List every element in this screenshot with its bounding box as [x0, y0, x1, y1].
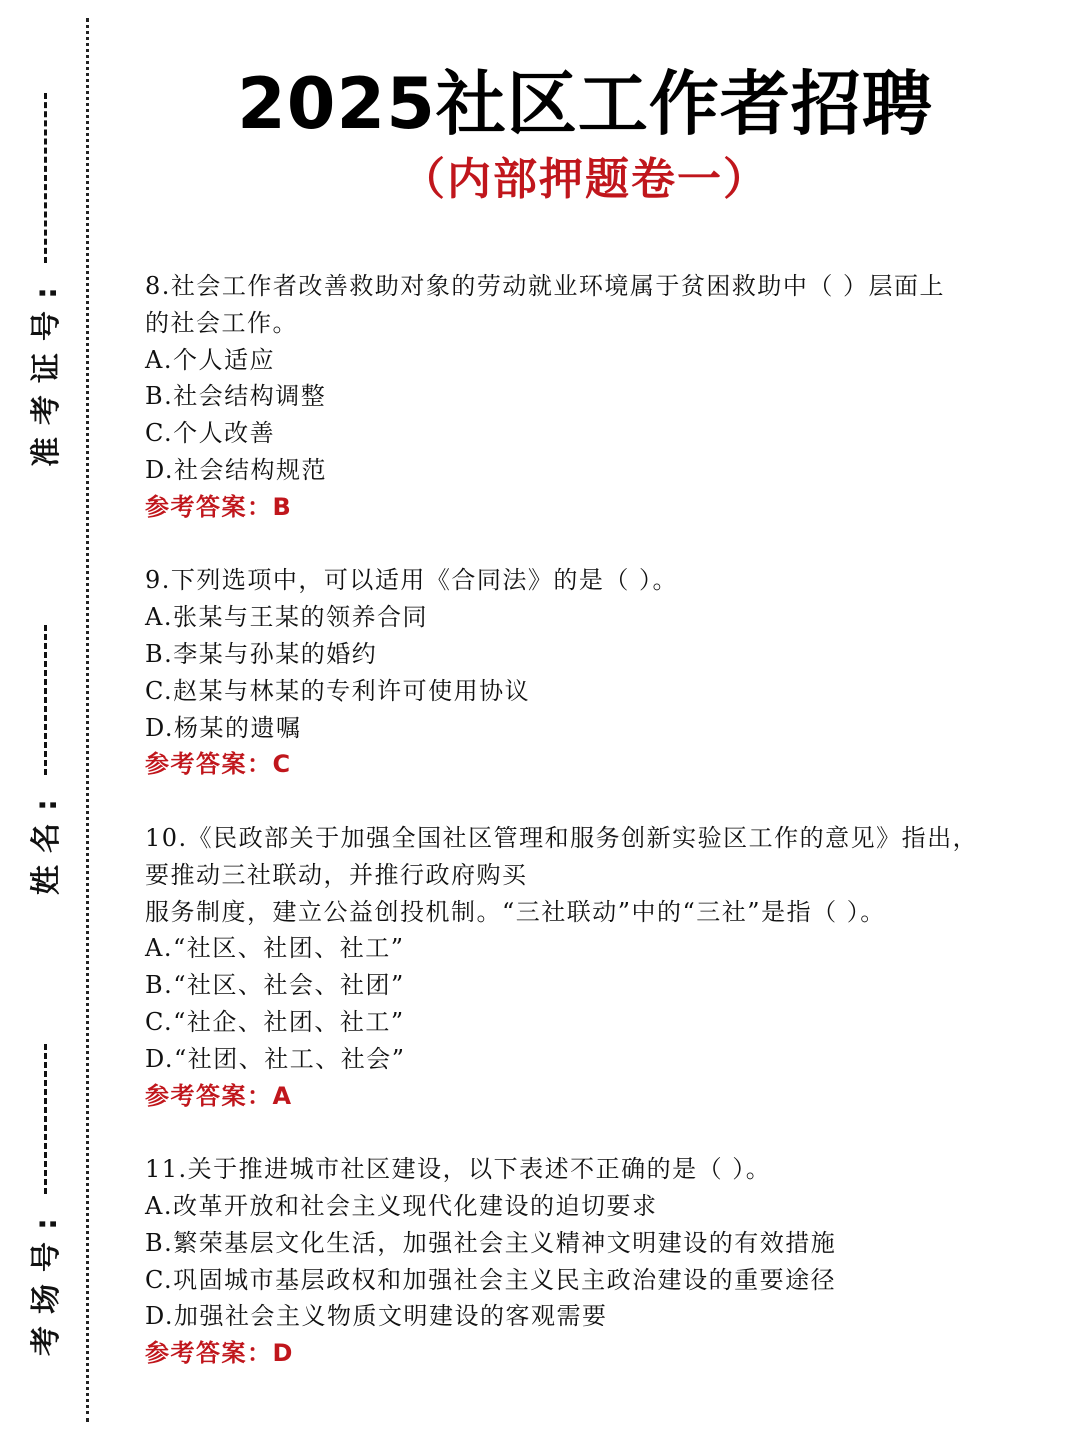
side-info-fields	[0, 0, 86, 1440]
option-c: C.巩固城市基层政权和加强社会主义民主政治建设的重要途径	[145, 1265, 837, 1294]
question-stem-line: 9.下列选项中，可以适用《合同法》的是（ ）。	[145, 566, 679, 595]
option-a: A.张某与王某的领养合同	[145, 603, 428, 632]
name-label: 姓名:	[29, 787, 64, 895]
question-list	[145, 268, 1050, 1409]
option-a: A.个人适应	[145, 345, 275, 374]
option-b: B.繁荣基层文化生活，加强社会主义精神文明建设的有效措施	[145, 1228, 837, 1257]
option-b: B.社会结构调整	[145, 382, 327, 411]
question-stem-line: 服务制度，建立公益创投机制。“三社联动”中的“三社”是指（ ）。	[145, 897, 886, 926]
exam-id-blank[interactable]	[44, 93, 47, 263]
question-stem-line: 要推动三社联动，并推行政府购买	[145, 860, 528, 889]
option-a: A.改革开放和社会主义现代化建设的迫切要求	[145, 1191, 658, 1220]
exam-room-field	[4, 1040, 82, 1360]
reference-answer: 参考答案：C	[145, 750, 292, 779]
question-9	[145, 562, 1050, 783]
exam-room-blank[interactable]	[44, 1044, 47, 1194]
option-d: D.社会结构规范	[145, 455, 328, 484]
option-d: D.“社团、社工、社会”	[145, 1044, 406, 1073]
option-a: A.“社区、社团、社工”	[145, 934, 405, 963]
question-10	[145, 820, 1050, 1114]
option-b: B.“社区、社会、社团”	[145, 971, 405, 1000]
question-8	[145, 268, 1050, 526]
option-d: D.加强社会主义物质文明建设的客观需要	[145, 1302, 608, 1331]
question-stem-line: 10.《民政部关于加强全国社区管理和服务创新实验区工作的意见》指出，	[145, 823, 979, 852]
exam-room-label: 考场号:	[29, 1206, 64, 1356]
question-stem-line: 11.关于推进城市社区建设，以下表述不正确的是（ ）。	[145, 1155, 772, 1184]
question-11	[145, 1151, 1050, 1372]
exam-id-field	[4, 90, 82, 470]
reference-answer: 参考答案：D	[145, 1339, 294, 1368]
option-c: C.赵某与林某的专利许可使用协议	[145, 676, 531, 705]
option-c: C.“社企、社团、社工”	[145, 1007, 405, 1036]
name-field	[4, 630, 82, 895]
name-blank[interactable]	[44, 625, 47, 775]
reference-answer: 参考答案：B	[145, 492, 293, 521]
exam-id-label: 准考证号:	[29, 275, 64, 467]
page-title: 2025社区工作者招聘	[237, 63, 933, 145]
question-stem-line: 8.社会工作者改善救助对象的劳动就业环境属于贫困救助中（ ）层面上	[145, 272, 946, 300]
page-subtitle: （内部押题卷一）	[401, 154, 769, 205]
reference-answer: 参考答案：A	[145, 1081, 293, 1110]
option-b: B.李某与孙某的婚约	[145, 639, 378, 668]
option-d: D.杨某的遗嘱	[145, 713, 302, 742]
question-stem-line: 的社会工作。	[145, 308, 298, 337]
option-c: C.个人改善	[145, 419, 276, 448]
binding-dotted-line	[86, 18, 89, 1422]
